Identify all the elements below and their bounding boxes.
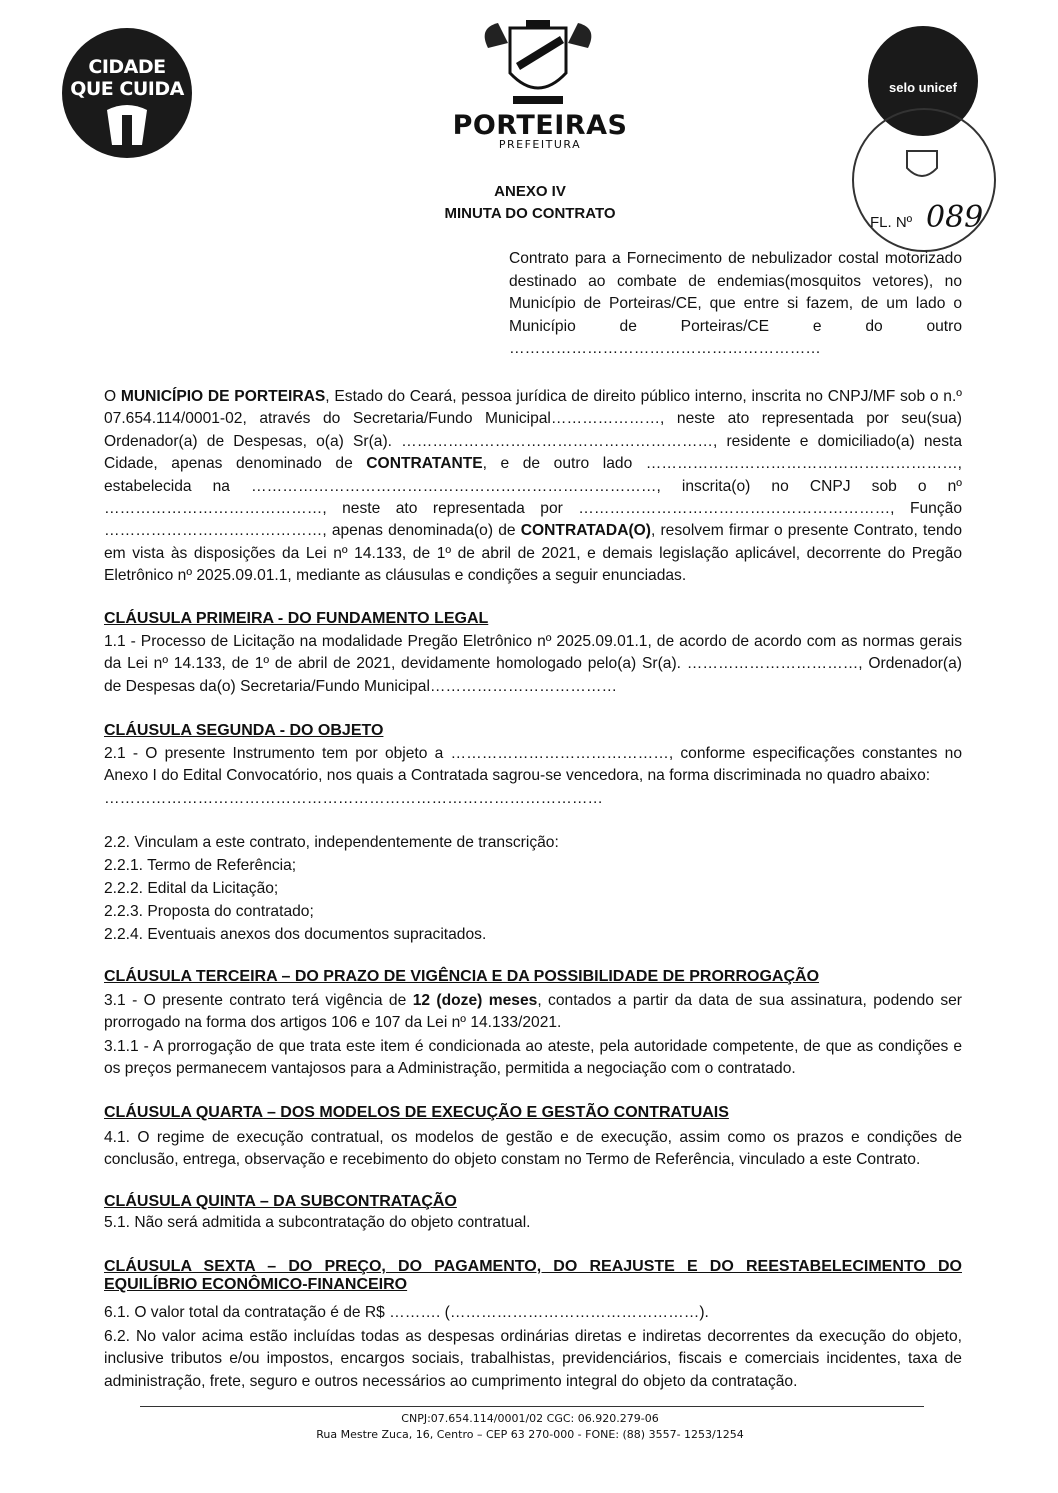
unicef-seal-label: selo unicef (889, 80, 957, 95)
preamble-contratante: CONTRATANTE (366, 455, 483, 473)
clause-2-2-2: 2.2.2. Edital da Licitação; (104, 880, 279, 897)
clause-2-2-1: 2.2.1. Termo de Referência; (104, 857, 297, 874)
clause-2-2-4: 2.2.4. Eventuais anexos dos documentos supracitados. (104, 926, 487, 943)
page-stamp (852, 108, 996, 252)
clause-3-duration: 12 (doze) meses (412, 992, 538, 1009)
shield-icon (902, 146, 942, 186)
footer-address: Rua Mestre Zuca, 16, Centro – CEP 63 270-000 - FONE: (88) 3557- 1253/1254 (316, 1428, 744, 1441)
preamble-municipio: MUNICÍPIO DE PORTEIRAS (120, 388, 326, 405)
clause-5-title: CLÁUSULA QUINTA – DA SUBCONTRATAÇÃO (104, 1193, 457, 1210)
cidade-que-cuida-logo (62, 28, 192, 158)
handprint-icon (97, 100, 157, 150)
clause-6-title: CLÁUSULA SEXTA – DO PREÇO, DO PAGAMENTO, DO REAJUSTE E DO REESTABELECIMENTO DO EQUILÍBRIO ECONÔMICO-FINANCEIRO (104, 1258, 962, 1293)
footer-divider (140, 1406, 924, 1407)
document-title: MINUTA DO CONTRATO (444, 205, 616, 222)
clause-2-text: 2.1 - O presente Instrumento tem por objeto a ……………………………………, conforme especificações constantes no Anexo I do Edital Convocatório, nos quais a Contratada sagrou-se vencedora, na forma discriminada no quadro abaixo: (104, 745, 962, 785)
logo-text-line-2: QUE CUIDA (70, 78, 184, 100)
clause-3-text: 3.1 - O presente contrato terá vigência de 12 (doze) meses, contados a partir da data de sua assinatura, podendo ser prorrogado na forma dos artigos 106 e 107 da Lei nº 14.133/2021. (104, 992, 962, 1032)
clause-5-text: 5.1. Não será admitida a subcontratação do objeto contratual. (104, 1214, 531, 1231)
annex-label: ANEXO IV (494, 183, 566, 200)
clause-2-dots: …………………………………………………………………………………… (104, 790, 603, 807)
preamble-contratada: CONTRATADA(O) (520, 522, 651, 540)
logo-text-line-1: CIDADE (88, 56, 166, 78)
clause-2-title: CLÁUSULA SEGUNDA - DO OBJETO (104, 722, 384, 739)
brand-title: PORTEIRAS (452, 110, 628, 141)
contract-summary: Contrato para a Fornecimento de nebulizador costal motorizado destinado ao combate de endemias(mosquitos vetores), no Município de Porteiras/CE, que entre si fazem, de um lado o Município de Porteiras/CE e do outro …………………………………………………… (509, 250, 962, 358)
clause-3-title: CLÁUSULA TERCEIRA – DO PRAZO DE VIGÊNCIA E DA POSSIBILIDADE DE PRORROGAÇÃO (104, 968, 820, 985)
preamble: O MUNICÍPIO DE PORTEIRAS, Estado do Ceará, pessoa jurídica de direito público interno, inscrita no CNPJ/MF sob o n.º 07.654.114/0001-02, através do Secretaria/Fundo Municipal…………………, neste ato representada por seu(sua) Ordenador(a) de Despesas, o(a) Sr(a). ……………………………………………………, residente e domiciliado(a) nesta Cidade, apenas denominado de CONTRATANTE, e de outro lado ……………………………………………………, estabelecida na ……………………………………………………………………, inscrita(o) no CNPJ sob o nº ……………………………………, neste ato representada por ……………………………………………………, Função ……………………………………, apenas denominada(o) de CONTRATADA(O), resolvem firmar o presente Contrato, tendo em vista às disposições da Lei nº 14.133, de 1º de abril de 2021, e demais legislação aplicável, decorrente do Pregão Eletrônico nº 2025.09.01.1, mediante as cláusulas e condições a seguir enunciadas. (104, 388, 963, 585)
stamp-number: 089 (926, 200, 984, 235)
clause-6-1: 6.1. O valor total da contratação é de R$ ………. (…………………………………………). (104, 1304, 709, 1321)
stamp-label: FL. Nº (870, 214, 913, 231)
porteiras-crest-icon (478, 18, 598, 108)
clause-4-title: CLÁUSULA QUARTA – DOS MODELOS DE EXECUÇÃO E GESTÃO CONTRATUAIS (104, 1104, 729, 1121)
clause-1-text: 1.1 - Processo de Licitação na modalidade Pregão Eletrônico nº 2025.09.01.1, de acordo de acordo com as normas gerais da Lei nº 14.133, de 1º de abril de 2021, devidamente homologado pelo(a) Sr(a). ……………………………, Ordenador(a) de Despesas da(o) Secretaria/Fundo Municipal……………………………… (104, 633, 962, 695)
clause-3-1-1: 3.1.1 - A prorrogação de que trata este item é condicionada ao ateste, pela autoridade competente, de que as condições e os preços permanecem vantajosos para a Administração, permitida a negociação com o contratado. (104, 1038, 962, 1078)
clause-6-2: 6.2. No valor acima estão incluídas todas as despesas ordinárias diretas e indiretas decorrentes da execução do objeto, inclusive tributos e/ou impostos, encargos sociais, trabalhistas, previdenciários, fiscais e comerciais incidentes, taxa de administração, frete, seguro e outros necessários ao cumprimento integral do objeto da contratação. (104, 1328, 962, 1390)
footer-registration: CNPJ:07.654.114/0001/02 CGC: 06.920.279-06 (401, 1412, 659, 1425)
clause-2-2-3: 2.2.3. Proposta do contratado; (104, 903, 314, 920)
brand-subtitle: PREFEITURA (498, 138, 582, 151)
clause-2-2: 2.2. Vinculam a este contrato, independentemente de transcrição: (104, 834, 559, 851)
clause-4-text: 4.1. O regime de execução contratual, os modelos de gestão e de execução, assim como os prazos e condições de conclusão, entrega, observação e recebimento do objeto constam no Termo de Referência, vinculado a este Contrato. (104, 1129, 962, 1169)
clause-1-title: CLÁUSULA PRIMEIRA - DO FUNDAMENTO LEGAL (104, 610, 489, 627)
